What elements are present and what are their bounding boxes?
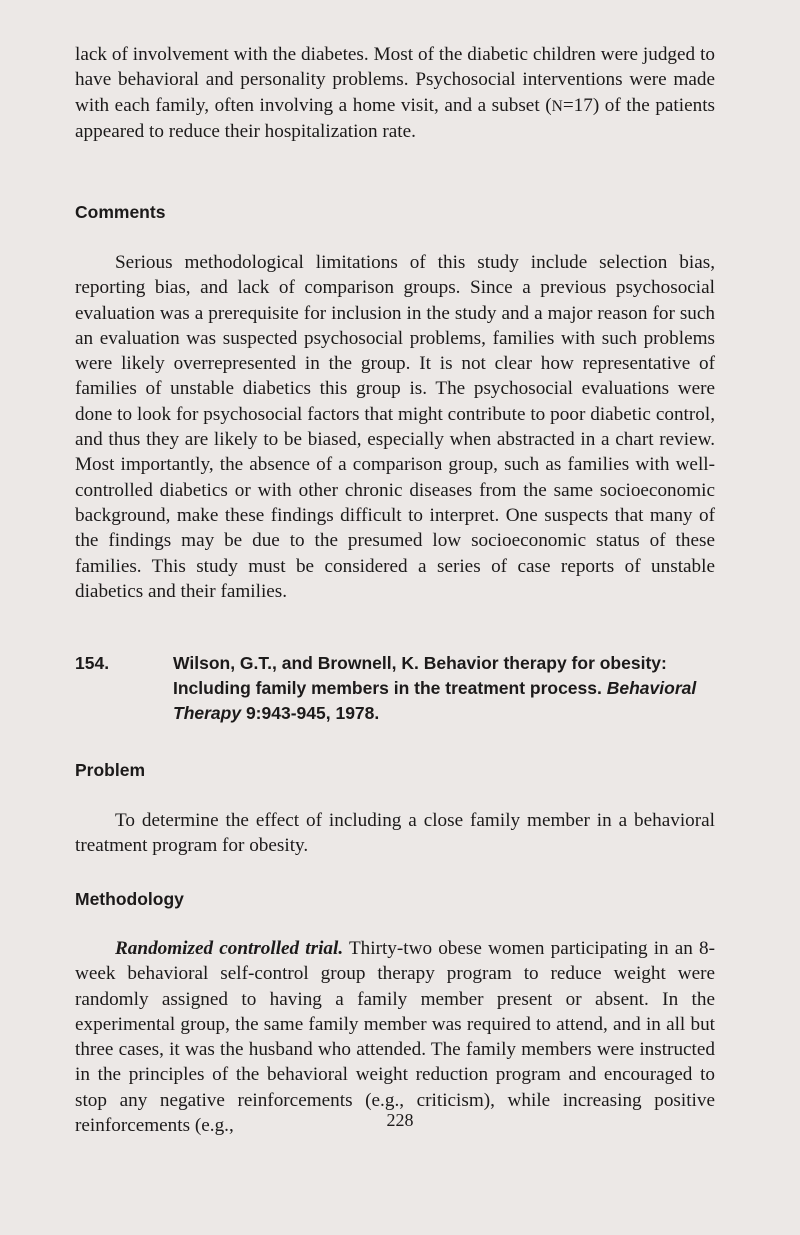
reference-authors: Wilson, G.T., and Brownell, K.: [173, 653, 419, 673]
reference-citation: 9:943-945, 1978.: [245, 703, 380, 723]
comments-paragraph: Serious methodological limitations of this study include selection bias, reporting bias, and lack of comparison groups. Since a previous psychosocial evaluation was a prerequisite for inclusion in the study and a major reason for such an evaluation was suspected psychosocial problems, families with such problems were likely overrepresented in the group. It is not clear how representative of families of unstable diabetics this group is. The psychosocial evaluations were done to look for psychosocial factors that might contribute to poor diabetic control, and thus they are likely to be biased, especially when abstracted in a chart review. Most importantly, the absence of a comparison group, such as families with well-controlled diabetics or with other chronic diseases from the same socioeconomic background, make these findings difficult to interpret. One suspects that many of the findings may be due to the presumed low socioeconomic status of these families. This study must be considered a series of case reports of unstable diabetics and their families.: [75, 252, 715, 602]
reference-journal: Behavioral Therapy: [173, 678, 697, 723]
intro-paragraph: [75, 42, 715, 144]
methodology-design-label: Randomized controlled trial.: [115, 938, 344, 959]
intro-text-end: =17) of the patients appeared to reduce their hospitalization rate.: [75, 94, 715, 142]
intro-text-start: lack of involvement with the diabetes. Most of the diabetic children were judged to have behavioral and personality problems. Psychosocial interventions were made with each family, often involving a home visit, and a subset (: [75, 44, 715, 116]
methodology-heading: Methodology: [75, 889, 184, 909]
intro-n-label: N: [551, 97, 563, 115]
reference-body: [173, 651, 715, 726]
problem-heading: Problem: [75, 760, 146, 780]
reference-number: 154.: [75, 653, 110, 673]
comments-heading: Comments: [75, 202, 166, 222]
page-number: 228: [386, 1110, 414, 1130]
reference-entry: [75, 651, 715, 726]
methodology-text: Thirty-two obese women participating in an 8-week behavioral self-control group therapy program to reduce weight were randomly assigned to having a family member present or absent. In the experimental group, the same family member was required to attend, and in all but three cases, it was the husband who attended. The family members were instructed in the principles of the behavioral weight reduction program and encouraged to stop any negative reinforcements (e.g., criticism), while increasing positive reinforcements (e.g.,: [75, 938, 715, 1137]
reference-title: Behavior therapy for obesity: Including family members in the treatment process.: [173, 653, 667, 698]
problem-paragraph: To determine the effect of including a close family member in a behavioral treatment program for obesity.: [75, 810, 715, 857]
methodology-paragraph: [75, 936, 715, 1138]
